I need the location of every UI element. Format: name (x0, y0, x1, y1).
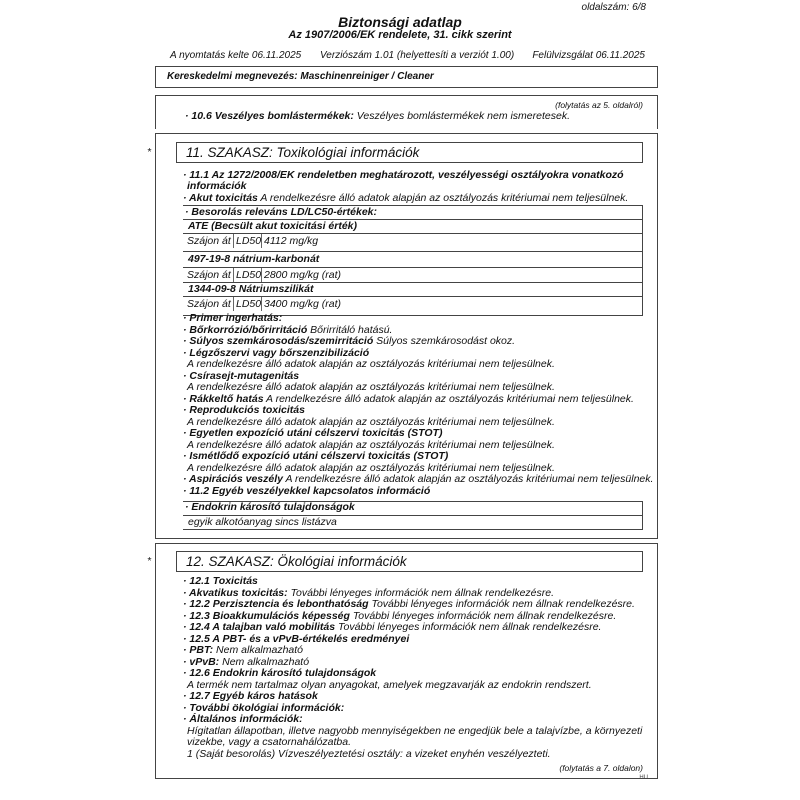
item-label: · Légzőszervi vagy bőrszenzibilizáció (183, 346, 370, 359)
item-label: · 12.6 Endokrin károsító tulajdonságok (183, 667, 377, 679)
item-text: A rendelkezésre álló adatok alapján az osztályozás kritériumai nem teljesülnek. (187, 461, 555, 474)
item-label: · Rákkeltő hatás (183, 392, 264, 405)
item-label: · Súlyos szemkárosodás/szemirritáció (183, 335, 374, 347)
print-date: A nyomtatás kelte 06.11.2025 (170, 50, 302, 61)
item-text: A rendelkezésre álló adatok alapján az osztályozás kritériumai nem teljesülnek. (187, 358, 555, 370)
item-label: · 11.2 Egyéb veszélyekkel kapcsolatos információ (183, 484, 431, 497)
item-label: · 12.5 A PBT- és a vPvB-értékelés eredményei (183, 632, 410, 645)
item-text: További lényeges információk nem állnak rendelkezésre. (287, 586, 554, 599)
item-label: · 12.1 Toxicitás (183, 575, 258, 587)
continued-from: (folytatás az 5. oldalról) (555, 100, 643, 110)
section-10-6: · 10.6 Veszélyes bomlástermékek: Veszélyes bomlástermékek nem ismeretesek. (185, 110, 570, 122)
revision-date: Felülvizsgálat 06.11.2025 (532, 50, 645, 61)
item-text: A termék nem tartalmaz olyan anyagokat, amelyek megzavarják az endokrin rendszert. (187, 678, 592, 691)
item-label: · Primer ingerhatás: (183, 312, 283, 324)
item-text: Hígitatlan állapotban, illetve nagyobb mennyiségekben ne engedjük bele a talajvízbe, a környezeti (187, 724, 643, 737)
section-11-items (183, 313, 653, 497)
item-text: A rendelkezésre álló adatok alapján az osztályozás kritériumai nem teljesülnek. (263, 392, 634, 405)
item-label: · Bőrkorrózió/bőrirritáció (183, 323, 308, 336)
item-text: A rendelkezésre álló adatok alapján az osztályozás kritériumai nem teljesülnek. (187, 415, 555, 428)
document-subtitle: Az 1907/2006/EK rendelete, 31. cikk szerint (288, 29, 512, 41)
item-label: · 12.2 Perzisztencia és lebonthatóság (183, 598, 369, 610)
item-label: · Csírasejt-mutagenitás (183, 369, 300, 382)
item-text: Nem alkalmazható (213, 644, 304, 656)
list-item (183, 486, 653, 498)
document-title: Biztonsági adatlap (338, 14, 462, 30)
section-10-box (155, 95, 658, 129)
continued-to: (folytatás a 7. oldalon) (559, 763, 643, 773)
section-12-title: 12. SZAKASZ: Ökológiai információk (186, 554, 407, 569)
section-11-title-box (176, 142, 643, 163)
item-label: · 12.3 Bioakkumulációs képesség (183, 609, 350, 622)
section-11-1: · 11.1 Az 1272/2008/EK rendeletben meghatározott, veszélyességi osztályokra vonatkozó (183, 169, 624, 181)
item-text: Bőrirritáló hatású. (307, 323, 393, 336)
substance-name: 1344-09-8 Nátriumszilikát (188, 283, 314, 295)
item-text: További lényeges információk nem állnak rendelkezésre. (349, 609, 617, 622)
endocrine-heading: · Endokrin károsító tulajdonságok (185, 501, 355, 513)
item-text: vizekbe, vagy a csatornahálózatba. (187, 736, 352, 748)
endocrine-text: egyik alkotóanyag sincs listázva (188, 516, 337, 528)
item-label: · PBT: (183, 644, 214, 656)
item-label: · További ökológiai információk: (183, 701, 345, 714)
item-text: A rendelkezésre álló adatok alapján az osztályozás kritériumai nem teljesülnek. (283, 473, 654, 485)
item-label: · 12.4 A talajban való mobilitás (183, 621, 336, 633)
item-label: · Ismétlődő expozíció utáni célszervi toxicitás (STOT) (183, 450, 449, 462)
acute-toxicity: · Akut toxicitás A rendelkezésre álló adatok alapján az osztályozás kritériumai nem teljesülnek. (183, 192, 629, 204)
page-number: oldalszám: 6/8 (581, 2, 646, 13)
list-item (183, 749, 642, 761)
item-label: · vPvB: (183, 655, 220, 668)
section-12-title-box (176, 551, 643, 572)
item-label: · Egyetlen expozíció utáni célszervi toxicitás (STOT) (183, 427, 443, 439)
item-label: · Reprodukciós toxicitás (183, 404, 305, 416)
ate-heading: ATE (Becsült akut toxicitási érték) (188, 220, 358, 232)
item-text: A rendelkezésre álló adatok alapján az osztályozás kritériumai nem teljesülnek. (187, 438, 555, 451)
version-number: Verziószám 1.01 (helyettesíti a verziót 1.00) (320, 50, 515, 61)
section-11-1-cont: információk (187, 180, 247, 192)
item-label: · Általános információk: (183, 713, 303, 725)
item-label: · 12.7 Egyéb káros hatások (183, 690, 318, 702)
trade-name: Kereskedelmi megnevezés: Maschinenreiniger / Cleaner (167, 71, 434, 82)
language-code: HU (639, 775, 648, 781)
item-text: További lényeges információk nem állnak rendelkezésre. (335, 621, 602, 633)
item-text: Súlyos szemkárosodást okoz. (373, 335, 516, 347)
item-text: Nem alkalmazható (219, 655, 310, 668)
change-marker: * (147, 146, 152, 158)
item-text: A rendelkezésre álló adatok alapján az osztályozás kritériumai nem teljesülnek. (187, 381, 555, 393)
item-text: További lényeges információk nem állnak rendelkezésre. (368, 598, 635, 610)
section-11-title: 11. SZAKASZ: Toxikológiai információk (186, 145, 420, 160)
item-label: · Aspirációs veszély (183, 473, 283, 485)
ld50-heading: · Besorolás releváns LD/LC50-értékek: (185, 206, 377, 218)
item-text: 1 (Saját besorolás) Vízveszélyeztetési osztály: a vizeket enyhén veszélyezteti. (187, 747, 551, 760)
trade-name-box (155, 66, 658, 88)
substance-name: 497-19-8 nátrium-karbonát (188, 253, 320, 265)
table-row: Szájon át LD50 2800 mg/kg (rat) (187, 269, 342, 281)
section-12-items (183, 576, 642, 760)
table-row: Szájon át LD50 4112 mg/kg (187, 235, 319, 247)
table-row: Szájon át LD50 3400 mg/kg (rat) (187, 298, 342, 310)
item-label: · Akvatikus toxicitás: (183, 586, 288, 599)
change-marker: * (147, 555, 152, 567)
